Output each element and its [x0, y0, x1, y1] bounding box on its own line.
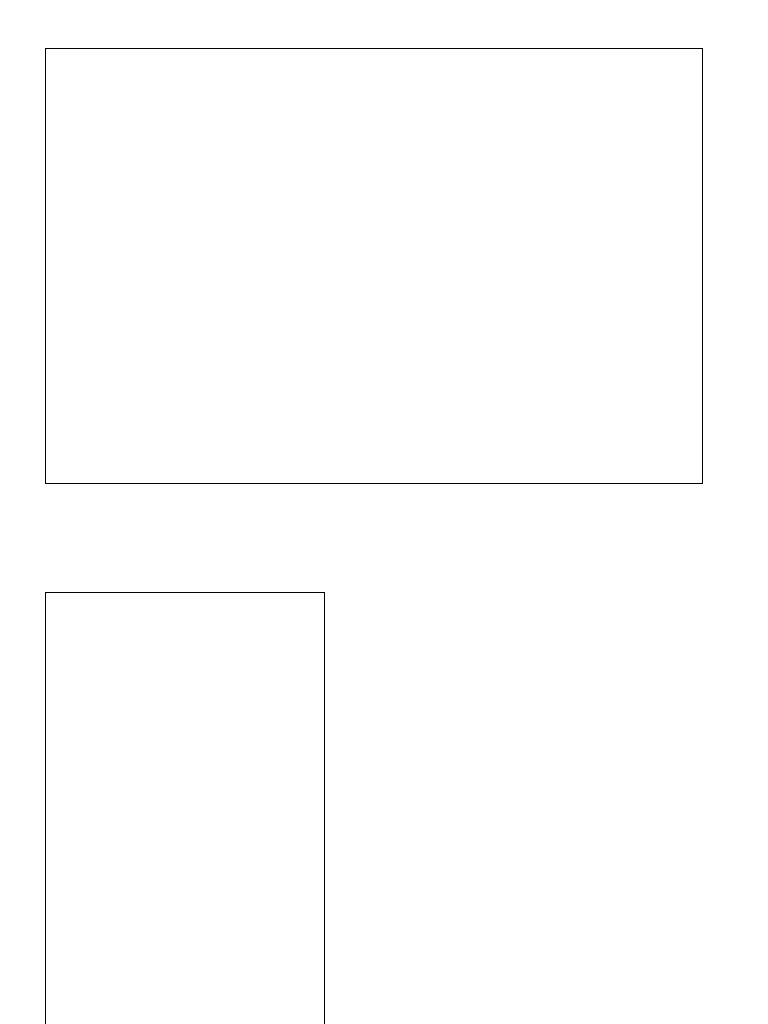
worksheet-bottom	[45, 592, 325, 1024]
worksheet-top	[45, 48, 703, 484]
